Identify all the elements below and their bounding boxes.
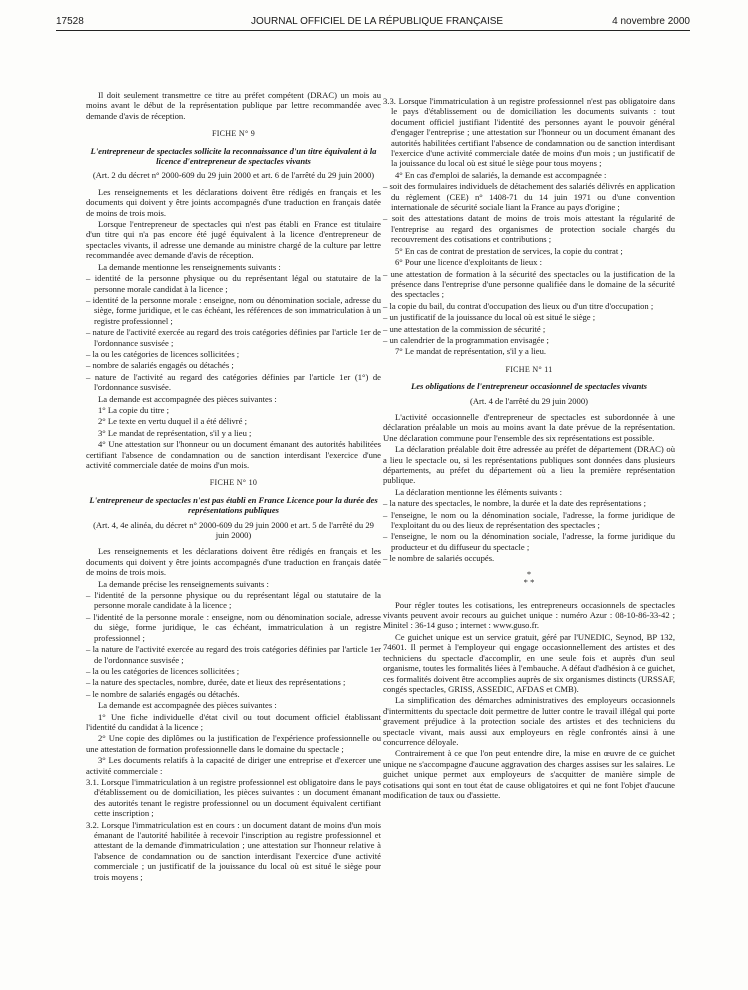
section-separator: * * *	[523, 568, 535, 587]
paragraph: 7° Le mandat de représentation, s'il y a lieu.	[395, 346, 547, 357]
list-item: – identité de la personne physique ou du représentant légal ou statutaire de la personne morale candidat à la licence ;	[86, 273, 381, 294]
legal-reference: (Art. 4 de l'arrêté du 29 juin 2000)	[469, 395, 588, 406]
list-item: 3.1. Lorsque l'immatriculation à un registre professionnel est obligatoire dans le pays d'établissement ou de domiciliation, les pièces suivantes : un document émanant des autorités tenant le registre professionnel ou un document équivalent certifiant cette inscription ;	[86, 776, 381, 819]
list-item: – soit des attestations datant de moins de trois mois attestant la régularité de l'entreprise au regard des organismes de protection sociale chargés du recouvrement des cotisations et contributions ;	[383, 213, 675, 245]
list-item: – l'enseigne, le nom ou la dénomination sociale, l'adresse, la forme juridique du producteur et du diffuseur du spectacle ;	[383, 531, 675, 552]
paragraph: 4° En cas d'emploi de salariés, la demande est accompagnée :	[395, 169, 607, 180]
list-item: – nombre de salariés engagés ou détachés ;	[86, 360, 234, 371]
paragraph: Lorsque l'entrepreneur de spectacles qui n'est pas établi en France est titulaire d'un titre qui n'a pas encore été jugé équivalent à la licence d'entrepreneur de spectacles vivants, il adresse une demande au ministre chargé de la culture par lettre recommandée avec demande d'avis de réception.	[86, 219, 381, 261]
paragraph: Ce guichet unique est un service gratuit, géré par l'UNEDIC, Seynod, BP 132, 74601. Il permet à l'employeur qui engage occasionnellement des artistes et des techniciens du spectacle d'accomplir, en une seule fois et auprès d'un seul organisme, toutes les formalités liées à l'embauche. A défaut d'adhésion à ce guichet, ces formalités doivent être accomplies auprès de six organismes distincts (URSSAF, congés spectacles, GRISS, ASSEDIC, AFDAS et CMB).	[383, 631, 675, 694]
list-item: – identité de la personne morale : enseigne, nom ou dénomination sociale, adresse du siège, forme juridique, et le cas échéant, les références de son immatriculation à un registre professionnel ;	[86, 294, 381, 326]
paragraph: Les renseignements et les déclarations doivent être rédigés en français et les documents qui doivent y être joints accompagnés d'une traduction en français datée de moins de trois mois.	[86, 546, 381, 578]
paragraph: L'activité occasionnelle d'entrepreneur de spectacles est subordonnée à une déclaration préalable un mois au moins avant la date prévue de la représentation. Une déclaration commune pour l'ensemble des six représentations est possible.	[383, 411, 675, 443]
paragraph: La demande mentionne les renseignements suivants :	[98, 261, 281, 272]
list-item: – le nombre de salariés engagés ou détachés.	[86, 688, 240, 699]
list-item: – soit des formulaires individuels de détachement des salariés délivrés en application du règlement (CEE) n° 1408-71 du 14 juin 1971 ou d'une convention internationale de sécurité sociale liant la France au pays d'origine ;	[383, 181, 675, 213]
section-heading: FICHE N° 10	[209, 478, 258, 488]
paragraph: 2° Le texte en vertu duquel il a été délivré ;	[98, 416, 247, 427]
list-item: – une attestation de formation à la sécurité des spectacles ou la justification de la présence dans l'entreprise d'une personne qualifiée dans le domaine de la sécurité des spectacles ;	[383, 268, 675, 300]
list-item: – la ou les catégories de licences sollicitées ;	[86, 348, 240, 359]
section-subtitle: L'entrepreneur de spectacles n'est pas établi en France Licence pour la durée des représentations publiques	[89, 494, 378, 516]
paragraph: La déclaration mentionne les éléments suivants :	[395, 486, 563, 497]
list-item: 3.2. Lorsque l'immatriculation est en cours : un document datant de moins d'un mois émanant de l'autorité habilitée à recevoir l'inscription au registre professionnel et attestant de la demande d'immatriculation ; une attestation sur l'honneur relative à l'absence de condamnation ou de sanction interdisant l'exercice d'une activité commerciale ; un justificatif de la jouissance du local où est situé le siège pour trois moyens ;	[86, 819, 381, 882]
paragraph: 5° En cas de contrat de prestation de services, la copie du contrat ;	[395, 245, 623, 256]
paragraph: Les renseignements et les déclarations doivent être rédigés en français et les documents qui doivent y être joints accompagnés d'une traduction en français datée de moins de trois mois.	[86, 186, 381, 218]
left-text-column	[86, 90, 381, 883]
paragraph: 3° Le mandat de représentation, s'il y a lieu ;	[98, 427, 252, 438]
section-heading: FICHE N° 11	[505, 364, 553, 374]
publication-date: 4 novembre 2000	[612, 16, 690, 27]
list-item: – la ou les catégories de licences sollicitées ;	[86, 665, 240, 676]
list-item: 3.3. Lorsque l'immatriculation à un registre professionnel n'est pas obligatoire dans le pays d'établissement ou de domiciliation les documents suivants : tout document officiel justifiant l'identité des personnes ayant le pouvoir général d'engager l'entreprise ; une attestation sur l'honneur ou un document émanant des autorités habilitées certifiant l'absence de condamnation ou de sanction interdisant l'exercice d'une activité commerciale datée de moins d'un mois ; un justificatif de la jouissance du local où est situé le siège pour tous moyens ;	[383, 96, 675, 169]
page-header	[56, 14, 690, 31]
legal-reference: (Art. 2 du décret n° 2000-609 du 29 juin 2000 et art. 6 de l'arrêté du 29 juin 2000)	[92, 170, 375, 181]
paragraph: La demande précise les renseignements suivants :	[98, 578, 269, 589]
paragraph: 1° Une fiche individuelle d'état civil ou tout document officiel établissant l'identité du candidat à la licence ;	[86, 711, 381, 732]
section-heading: FICHE N° 9	[211, 129, 256, 139]
paragraph: La demande est accompagnée des pièces suivantes :	[98, 700, 277, 711]
list-item: – la nature des spectacles, le nombre, la durée et la date des représentations ;	[383, 498, 646, 509]
list-item: – l'identité de la personne morale : enseigne, nom ou dénomination sociale, adresse du siège, forme juridique, le cas échéant, immatriculation à un registre professionnel ;	[86, 611, 381, 643]
journal-title: JOURNAL OFFICIEL DE LA RÉPUBLIQUE FRANÇAISE	[251, 16, 504, 27]
list-item: – l'identité de la personne physique ou du représentant légal ou statutaire de la personne morale candidate à la licence ;	[86, 590, 381, 611]
paragraph: 2° Une copie des diplômes ou la justification de l'expérience professionnelle ou une attestation de formation professionnelle dans le domaine du spectacle ;	[86, 733, 381, 754]
paragraph: Il doit seulement transmettre ce titre au préfet compétent (DRAC) un mois au moins avant le début de la représentation publique par lettre recommandée avec demande d'avis de réception.	[86, 90, 381, 121]
paragraph: La demande est accompagnée des pièces suivantes :	[98, 393, 277, 404]
paragraph: La déclaration préalable doit être adressée au préfet de département (DRAC) où a lieu le spectacle ou, si les représentations publiques sont données dans plusieurs départements, au préfet du département où a lieu la première représentation publique.	[383, 444, 675, 486]
paragraph: La simplification des démarches administratives des employeurs occasionnels d'intermittents du spectacle doit permettre de lutter contre le travail illégal qui porte gravement préjudice à la protection sociale des artistes et des techniciens du spectacle vivant, mais aussi aux employeurs en règle confrontés ainsi à une concurrence déloyale.	[383, 695, 675, 747]
section-subtitle: Les obligations de l'entrepreneur occasionnel de spectacles vivants	[410, 381, 648, 392]
paragraph: Contrairement à ce que l'on peut entendre dire, la mise en œuvre de ce guichet unique ne s'accompagne d'aucune aggravation des charges assises sur les salaires. Le guichet unique permet aux employeurs de s'acquitter de manière simple de cotisations qui sont en tout état de cause obligatoires et qui ne font l'objet d'aucune modification de taux ou d'assiette.	[383, 748, 675, 800]
paragraph: 4° Une attestation sur l'honneur ou un document émanant des autorités habilitées certifiant l'absence de condamnation ou de sanction interdisant l'exercice d'une activité commerciale datée de moins d'un mois.	[86, 439, 381, 470]
list-item: – la copie du bail, du contrat d'occupation des lieux ou d'un titre d'occupation ;	[383, 300, 654, 311]
list-item: – un justificatif de la jouissance du local où est situé le siège ;	[383, 312, 596, 323]
right-text-column	[383, 96, 675, 801]
list-item: – une attestation de la commission de sécurité ;	[383, 323, 546, 334]
paragraph: 3° Les documents relatifs à la capacité de diriger une entreprise et d'exercer une activité commerciale :	[86, 755, 381, 776]
list-item: – l'enseigne, le nom ou la dénomination sociale, l'adresse, la forme juridique de l'exploitant du ou des lieux de représentation des spectacles ;	[383, 509, 675, 531]
page-number: 17528	[56, 16, 84, 27]
paragraph: 1° La copie du titre ;	[98, 404, 169, 415]
list-item: – un calendrier de la programmation envisagée ;	[383, 334, 549, 345]
list-item: – le nombre de salariés occupés.	[383, 553, 495, 564]
section-subtitle: L'entrepreneur de spectacles sollicite la reconnaissance d'un titre équivalent à la licence d'entrepreneur de spectacles vivants	[90, 145, 377, 167]
list-item: – la nature des spectacles, nombre, durée, date et lieux des représentations ;	[86, 677, 346, 688]
legal-reference: (Art. 4, 4e alinéa, du décret n° 2000-609 du 29 juin 2000 et art. 5 de l'arrêté du 29 juin 2000)	[93, 519, 374, 541]
list-item: – nature de l'activité exercée au regard des trois catégories définies par l'article 1er de l'ordonnance susvisée ;	[86, 327, 381, 348]
paragraph: Pour régler toutes les cotisations, les entrepreneurs occasionnels de spectacles vivants peuvent avoir recours au guichet unique : numéro Azur : 08-10-86-33-42 ; Minitel : 36-14 guso ; internet : www.guso.fr.	[383, 599, 675, 631]
list-item: – nature de l'activité au regard des catégories définies par l'article 1er (1°) de l'ordonnance susvisée.	[86, 371, 381, 393]
paragraph: 6° Pour une licence d'exploitants de lieux :	[395, 257, 542, 268]
list-item: – la nature de l'activité exercée au regard des trois catégories définies par l'article 1er de l'ordonnance susvisée ;	[86, 644, 381, 665]
